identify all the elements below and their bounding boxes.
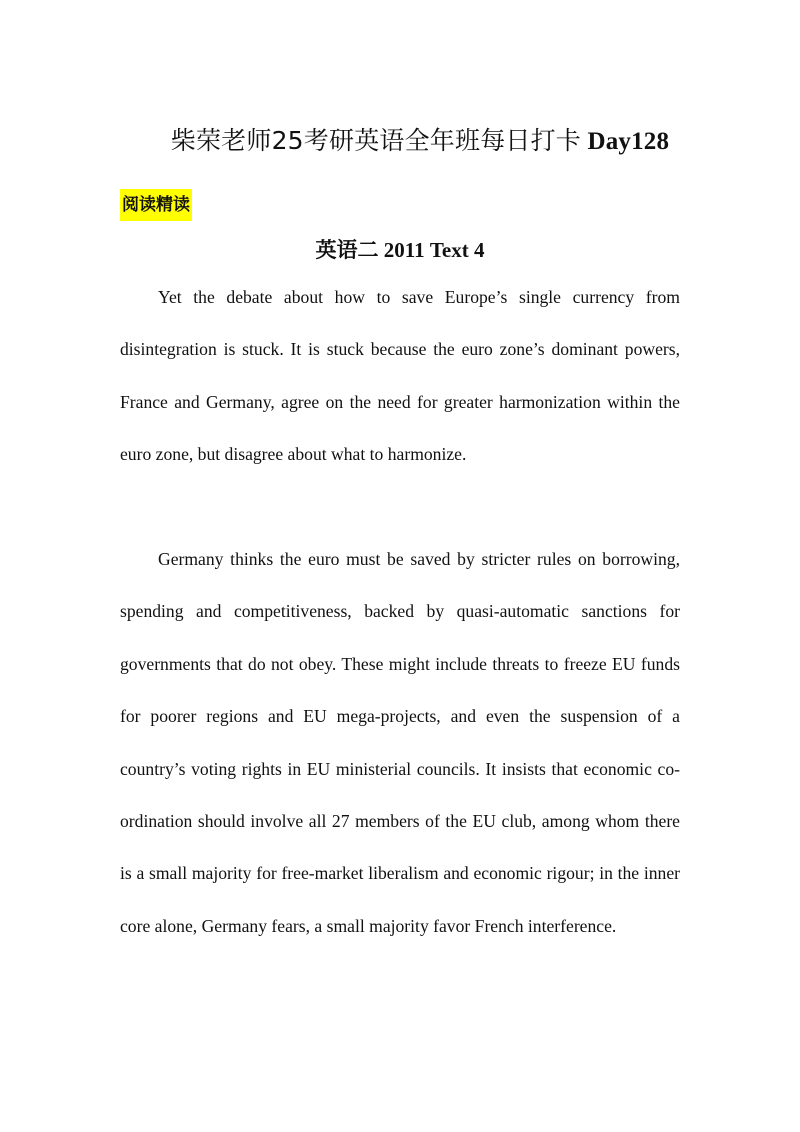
body-paragraph-1: Yet the debate about how to save Europe’s single currency from disintegration is stuck. It is stuck because the euro zone’s dominant powers, France and Germany, agree on the need for greater harmonization within the euro zone, but disagree about what to harmonize. [120,287,680,465]
document-title-day: Day128 [587,128,670,155]
text-heading-exam-name: 英语二 [315,238,379,262]
body-paragraph-2: Germany thinks the euro must be saved by stricter rules on borrowing, spending and competitiveness, backed by quasi-automatic sanctions for governments that do not obey. These might include threats to freeze EU funds for poorer regions and EU mega-projects, and even the suspension of a country’s voting rights in EU ministerial councils. It insists that economic co-ordination should involve all 27 members of the EU club, among whom there is a small majority for free-market liberalism and economic rigour; in the inner core alone, Germany fears, a small majority favor French interference. [120,549,680,936]
document-title [0,124,800,159]
document-title-chinese: 柴荣老师25考研英语全年班每日打卡 [170,126,581,155]
text-heading [0,234,800,266]
section-label-highlighted: 阅读精读 [120,189,192,221]
text-heading-year-text: 2011 Text 4 [383,238,485,262]
